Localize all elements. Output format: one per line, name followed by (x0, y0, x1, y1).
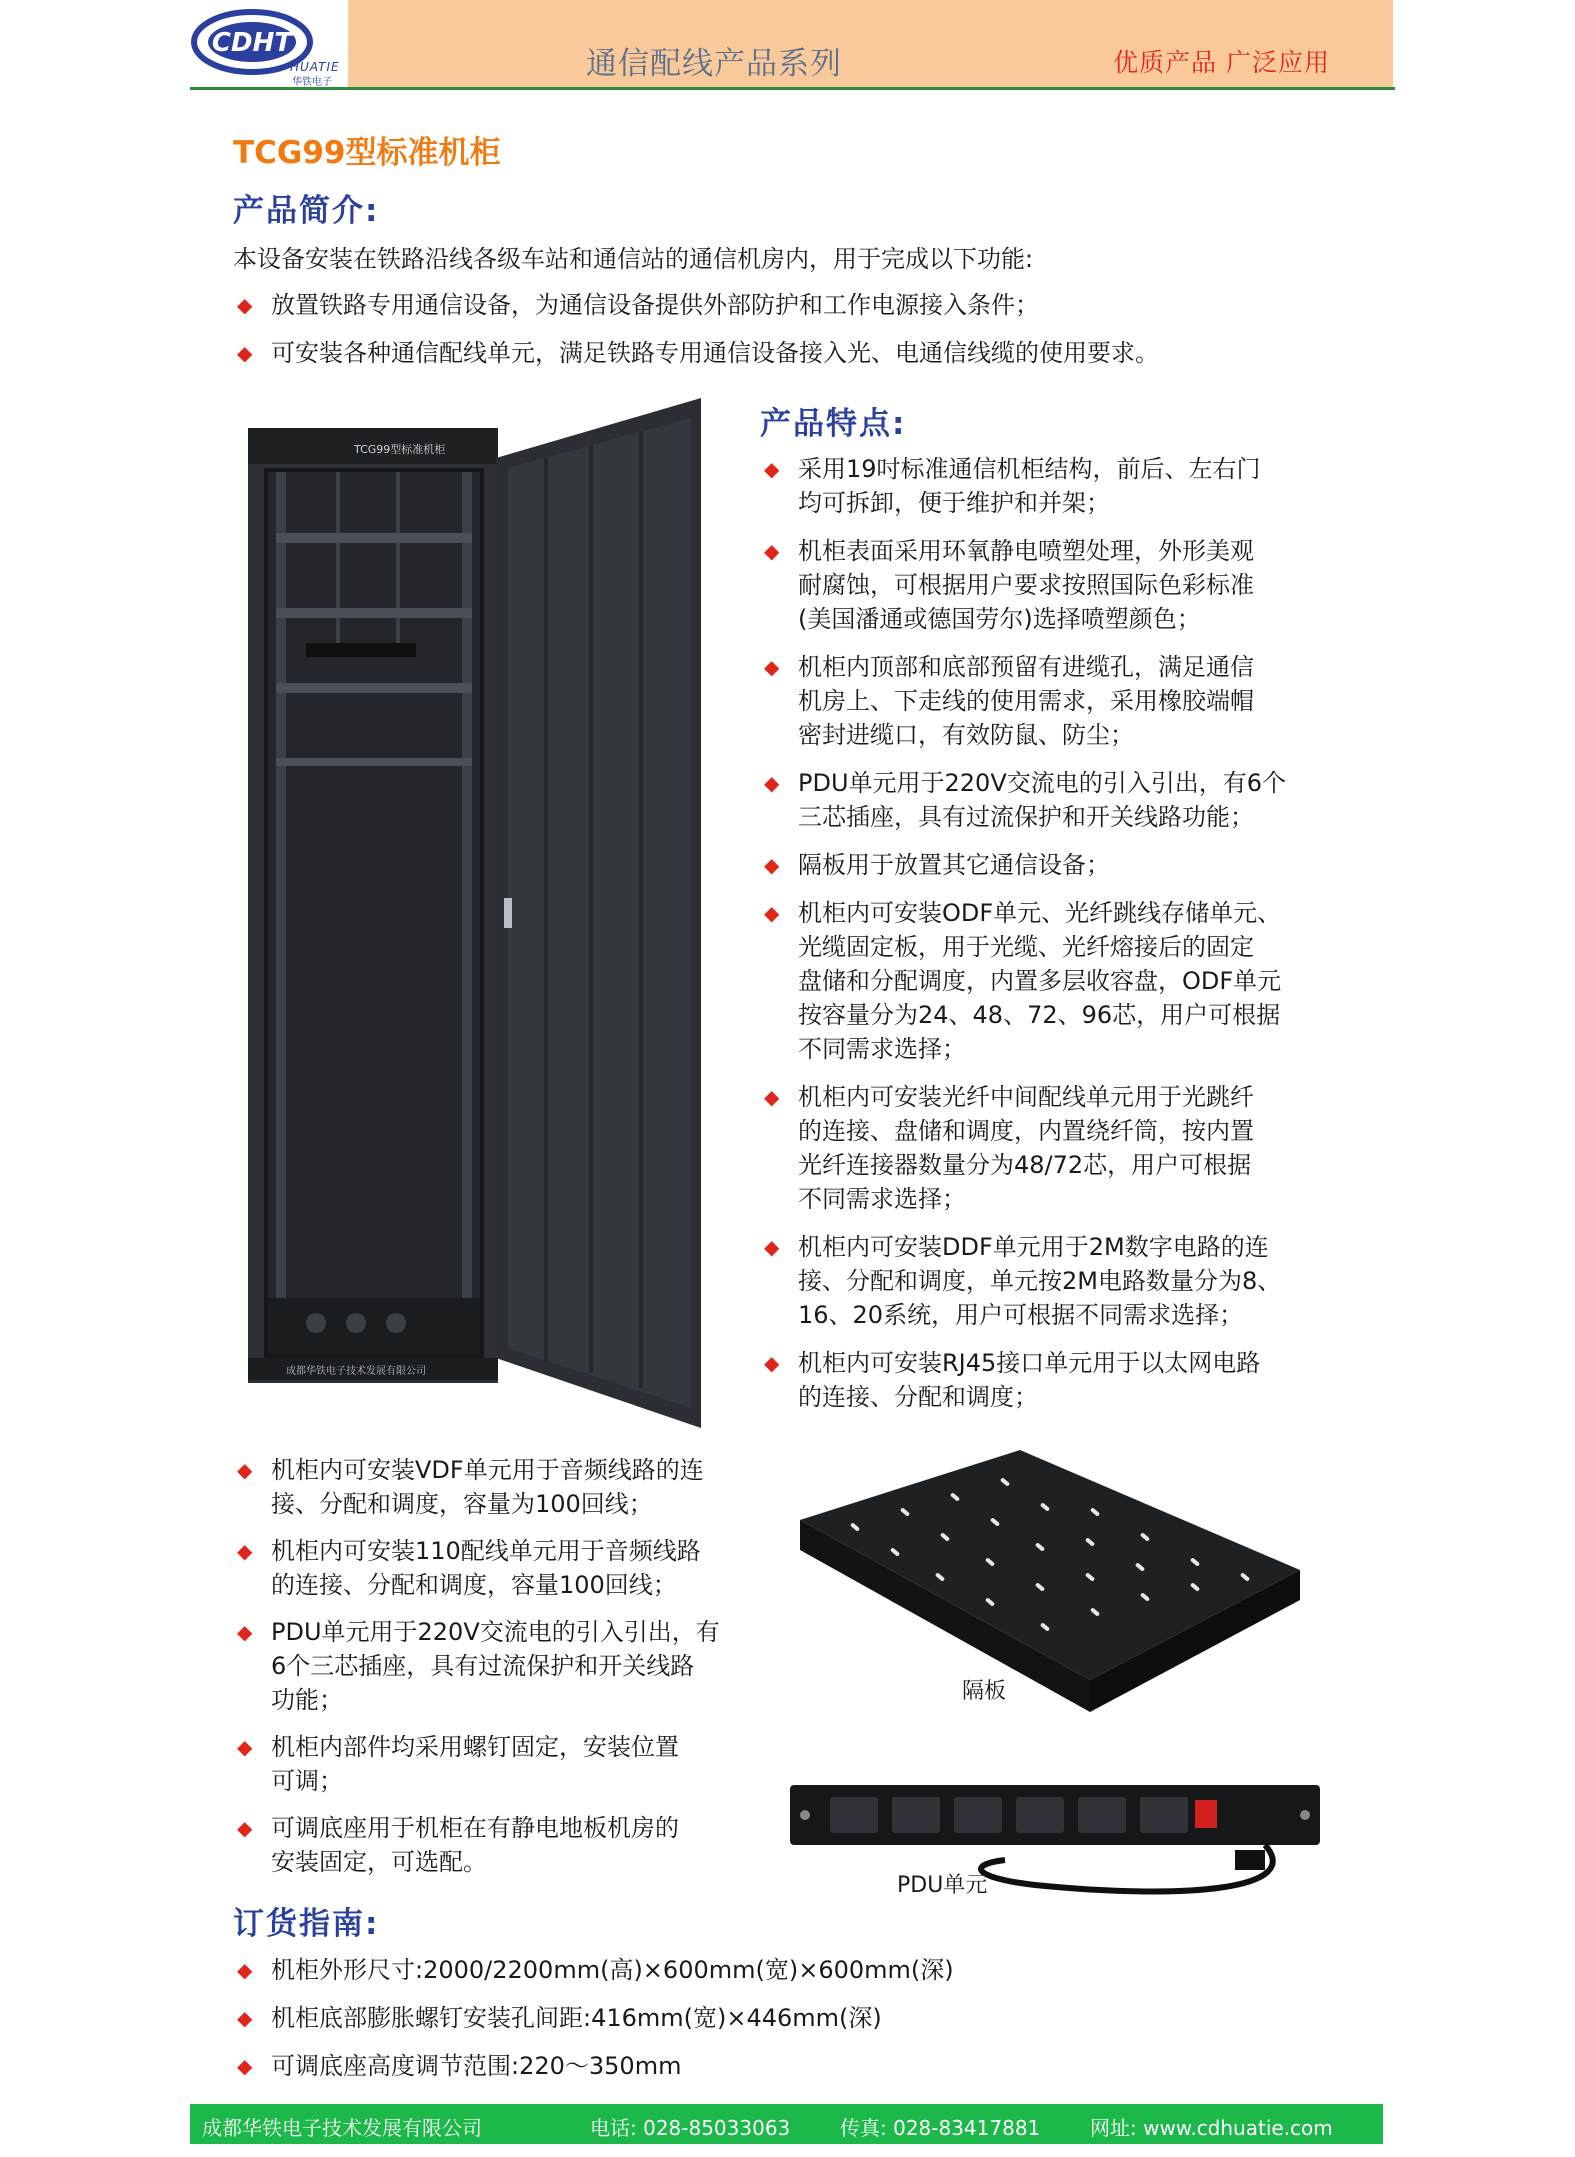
bullet-diamond-icon: ◆ (237, 1620, 253, 1644)
intro-item-text: 可安装各种通信配线单元，满足铁路专用通信设备接入光、电通信线缆的使用要求。 (271, 339, 1159, 367)
ordering-item (233, 1953, 1333, 1987)
bullet-diamond-icon: ◆ (764, 771, 780, 795)
bullet-diamond-icon: ◆ (237, 1958, 253, 1982)
feature-line: 采用19吋标准通信机柜结构，前后、左右门 (798, 455, 1261, 483)
bullet-diamond-icon: ◆ (237, 293, 253, 317)
ordering-list (233, 1953, 1333, 2097)
more-feature-line: 机柜内部件均采用螺钉固定，安装位置 (271, 1733, 679, 1761)
feature-line: 机柜内可安装RJ45接口单元用于以太网电路 (798, 1349, 1261, 1377)
feature-line: 机柜内顶部和底部预留有进缆孔，满足通信 (798, 653, 1254, 681)
more-feature-item (233, 1534, 773, 1602)
bullet-diamond-icon: ◆ (764, 539, 780, 563)
feature-line: 机房上、下走线的使用需求，采用橡胶端帽 (798, 687, 1254, 715)
feature-line: 均可拆卸，便于维护和并架； (798, 489, 1110, 517)
feature-item (760, 1080, 1360, 1216)
more-feature-item (233, 1453, 773, 1521)
bullet-diamond-icon: ◆ (764, 901, 780, 925)
intro-text: 本设备安装在铁路沿线各级车站和通信站的通信机房内，用于完成以下功能: (233, 245, 1034, 273)
more-feature-line: 接、分配和调度，容量为100回线； (271, 1490, 653, 1518)
feature-item (760, 534, 1360, 636)
more-features-list (233, 1453, 773, 1892)
feature-item (760, 1346, 1360, 1414)
feature-line: 16、20系统，用户可根据不同需求选择； (798, 1301, 1244, 1329)
bullet-diamond-icon: ◆ (237, 2006, 253, 2030)
bullet-diamond-icon: ◆ (764, 1351, 780, 1375)
bullet-diamond-icon: ◆ (764, 457, 780, 481)
footer-fax: 传真: 028-83417881 (840, 2116, 1041, 2140)
pdu-photo (785, 1770, 1330, 1910)
bullet-diamond-icon: ◆ (237, 1458, 253, 1482)
bullet-diamond-icon: ◆ (237, 1816, 253, 1840)
cabinet-label-top: TCG99型标准机柜 (354, 443, 446, 456)
footer-web: 网址: www.cdhuatie.com (1090, 2116, 1333, 2140)
feature-item (760, 452, 1360, 520)
feature-line: 机柜表面采用环氧静电喷塑处理，外形美观 (798, 537, 1254, 565)
footer-bar (190, 2104, 1383, 2144)
feature-item (760, 650, 1360, 752)
feature-line: 机柜内可安装DDF单元用于2M数字电路的连 (798, 1233, 1269, 1261)
feature-item (760, 896, 1360, 1066)
more-feature-line: 的连接、分配和调度，容量100回线； (271, 1571, 677, 1599)
feature-line: 光纤连接器数量分为48/72芯，用户可根据 (798, 1151, 1252, 1179)
shelf-photo (790, 1450, 1310, 1720)
more-feature-item (233, 1730, 773, 1798)
intro-list (233, 288, 1333, 370)
feature-line: 接、分配和调度，单元按2M电路数量分为8、 (798, 1267, 1282, 1295)
bullet-diamond-icon: ◆ (237, 2054, 253, 2078)
intro-item (233, 288, 1333, 322)
ordering-item (233, 2001, 1333, 2035)
feature-line: 隔板用于放置其它通信设备； (798, 851, 1110, 879)
logo-text: CDHT (211, 28, 293, 58)
more-feature-line: 功能； (271, 1686, 343, 1714)
more-feature-line: 安装固定，可选配。 (271, 1848, 487, 1876)
feature-line: 盘储和分配调度，内置多层收容盘，ODF单元 (798, 967, 1282, 995)
logo-sub-en: HUATIE (290, 60, 340, 74)
feature-line: 机柜内可安装光纤中间配线单元用于光跳纤 (798, 1083, 1254, 1111)
intro-heading: 产品简介: (233, 193, 380, 229)
feature-line: 不同需求选择； (798, 1035, 966, 1063)
cabinet-label-bottom: 成都华铁电子技术发展有限公司 (286, 1366, 426, 1377)
header-title: 通信配线产品系列 (586, 46, 842, 82)
bullet-diamond-icon: ◆ (764, 853, 780, 877)
feature-item (760, 1230, 1360, 1332)
feature-line: 的连接、分配和调度； (798, 1383, 1038, 1411)
cabinet-photo (246, 398, 706, 1428)
features-list (760, 452, 1360, 1428)
intro-item-text: 放置铁路专用通信设备，为通信设备提供外部防护和工作电源接入条件； (271, 291, 1039, 319)
more-feature-line: 6个三芯插座，具有过流保护和开关线路 (271, 1652, 695, 1680)
bullet-diamond-icon: ◆ (237, 1539, 253, 1563)
ordering-item-text: 机柜外形尺寸:2000/2200mm(高)×600mm(宽)×600mm(深) (271, 1956, 954, 1984)
more-feature-item (233, 1615, 773, 1717)
shelf-caption: 隔板 (962, 1679, 1007, 1704)
more-feature-line: 机柜内可安装VDF单元用于音频线路的连 (271, 1456, 704, 1484)
footer-phone: 电话: 028-85033063 (590, 2116, 791, 2140)
header-rule (190, 87, 1395, 90)
feature-line: 按容量分为24、48、72、96芯，用户可根据 (798, 1001, 1281, 1029)
footer-company: 成都华铁电子技术发展有限公司 (202, 2116, 482, 2140)
bullet-diamond-icon: ◆ (764, 655, 780, 679)
feature-line: 不同需求选择； (798, 1185, 966, 1213)
feature-line: 耐腐蚀，可根据用户要求按照国际色彩标准 (798, 571, 1254, 599)
feature-line: PDU单元用于220V交流电的引入引出，有6个 (798, 769, 1287, 797)
more-feature-line: 可调底座用于机柜在有静电地板机房的 (271, 1814, 679, 1842)
feature-item (760, 848, 1360, 882)
ordering-heading: 订货指南: (233, 1906, 380, 1942)
header-tagline: 优质产品 广泛应用 (1113, 48, 1330, 77)
ordering-item-text: 可调底座高度调节范围:220～350mm (271, 2052, 682, 2080)
bullet-diamond-icon: ◆ (764, 1085, 780, 1109)
bullet-diamond-icon: ◆ (237, 341, 253, 365)
ordering-item (233, 2049, 1333, 2083)
feature-line: 密封进缆口，有效防鼠、防尘； (798, 721, 1134, 749)
more-feature-item (233, 1811, 773, 1879)
feature-line: 机柜内可安装ODF单元、光纤跳线存储单元、 (798, 899, 1282, 927)
features-heading: 产品特点: (760, 406, 907, 442)
ordering-item-text: 机柜底部膨胀螺钉安装孔间距:416mm(宽)×446mm(深) (271, 2004, 882, 2032)
feature-line: 的连接、盘储和调度，内置绕纤筒，按内置 (798, 1117, 1254, 1145)
more-feature-line: 机柜内可安装110配线单元用于音频线路 (271, 1537, 701, 1565)
intro-item (233, 336, 1333, 370)
bullet-diamond-icon: ◆ (237, 1735, 253, 1759)
bullet-diamond-icon: ◆ (764, 1235, 780, 1259)
more-feature-line: PDU单元用于220V交流电的引入引出，有 (271, 1618, 720, 1646)
product-title: TCG99型标准机柜 (233, 135, 501, 171)
feature-line: 光缆固定板，用于光缆、光纤熔接后的固定 (798, 933, 1254, 961)
pdu-caption: PDU单元 (897, 1873, 988, 1898)
feature-line: 三芯插座，具有过流保护和开关线路功能； (798, 803, 1254, 831)
logo-sub-cn: 华铁电子 (292, 77, 332, 88)
more-feature-line: 可调； (271, 1767, 343, 1795)
feature-line: (美国潘通或德国劳尔)选择喷塑颜色； (798, 605, 1201, 633)
feature-item (760, 766, 1360, 834)
